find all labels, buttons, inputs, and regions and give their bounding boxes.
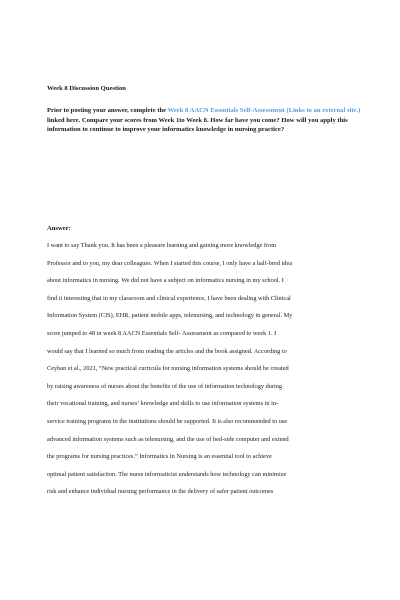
answer-line: risk and enhance individual nursing performance in the delivery of safer patient outcomes (47, 488, 274, 496)
answer-line: I want to say Thank you. It has been a pleasure learning and gaining more knowledge from (47, 242, 277, 249)
answer-body (47, 241, 377, 505)
answer-line: advanced information systems such as telenursing, and the use of bed-side computer and extend (47, 435, 289, 443)
self-assessment-link[interactable]: Week 8 AACN Essentials Self-Assessment (Links to an external site.) (167, 107, 361, 114)
answer-line: their vocational training, and nurses’ knowledge and skills to use information systems in in- (47, 400, 279, 408)
answer-line: Professor and to you, my dear colleagues. When I started this course, I only have a half-bred idea (47, 259, 293, 267)
answer-line: optimal patient satisfaction. The nurse informaticist understands how technology can minimize (47, 470, 287, 478)
answer-line: service training programs in the institutions should be supported. It is also recommended to use (47, 417, 288, 425)
answer-line: would say that I learned so much from reading the articles and the book assigned. According to (47, 347, 287, 355)
answer-line: find it interesting that in my classroom and clinical experience, I have been dealing with Clinical (47, 294, 291, 302)
answer-line: the programs for nursing practices.” Informatics in Nursing is an essential tool to achieve (47, 453, 272, 461)
answer-line: Ceyhan et al., 2021, “New practical curricula for nursing information systems should be created (47, 365, 289, 373)
answer-line: about informatics in nursing. We did not have a subject on informatics nursing in my school. I (47, 277, 284, 285)
answer-line: by raising awareness of nurses about the benefits of the use of information technology during (47, 382, 283, 390)
prompt-text-before: Prior to posting your answer, complete the (47, 107, 168, 114)
answer-line: Information System (CIS), EHR, patient mobile apps, telenursing, and technology in general. My (47, 312, 293, 320)
answer-heading: Answer: (47, 225, 71, 232)
discussion-title: Week 8 Discussion Question (47, 85, 126, 92)
prompt-text-after: linked here. Compare your scores from Week 1to Week 8. How far have you come? How will you apply this information to continue to improve your informatics knowledge in nursing practice? (47, 116, 348, 133)
discussion-prompt (47, 106, 367, 135)
answer-line: score jumped to 48 in week 8 AACN Essentials Self- Assessment as compared to week 1. I (47, 329, 277, 337)
